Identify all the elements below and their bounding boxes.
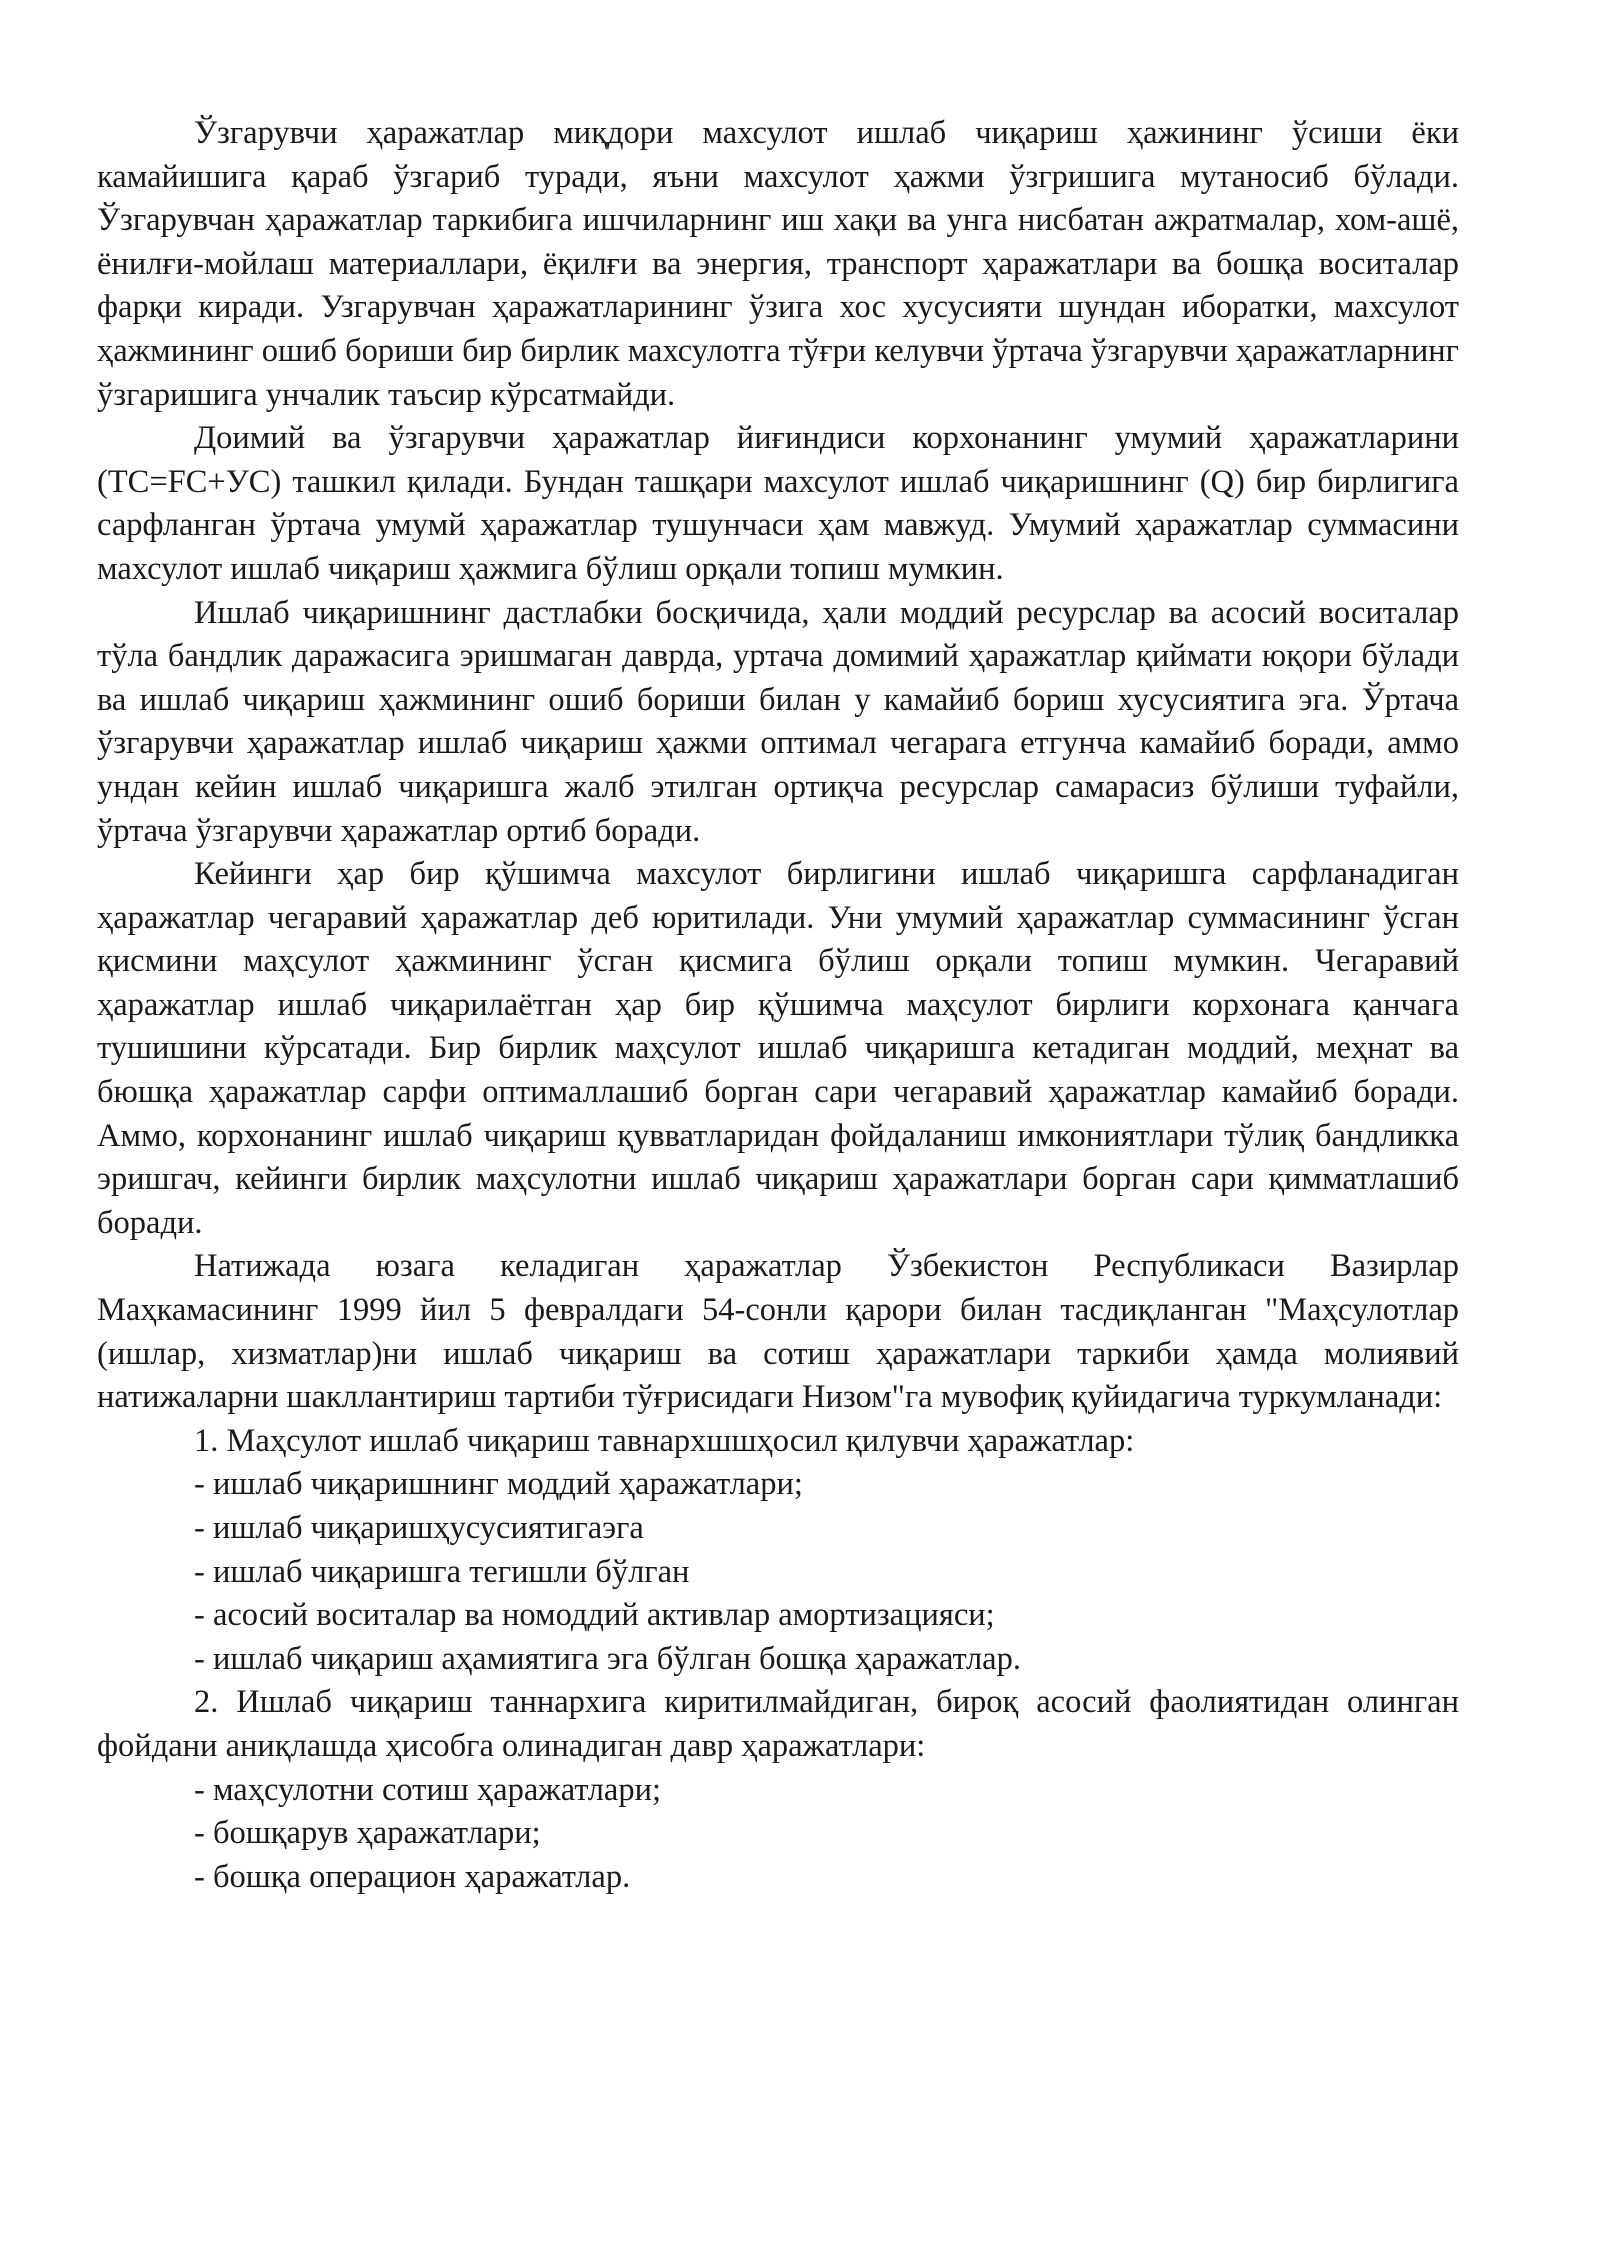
section-2-list bbox=[97, 1769, 1459, 1900]
list-item: - ишлаб чиқаришҳусусиятигаэга bbox=[194, 1510, 644, 1546]
paragraph-variable-costs: Ўзгарувчи ҳаражатлар миқдори махсулот ишлаб чиқариш ҳажининг ўсиши ёки камайишига қараб ўзгариб туради, яъни махсулот ҳажми ўзгришига мутаносиб бўлади. Ўзгарувчан ҳаражатлар таркибига ишчиларнинг иш хақи ва унга нисбатан ажратмалар, хом-ашё, ёнилғи-мойлаш материаллари, ёқилғи ва энергия, транспорт ҳаражатлари ва бошқа воситалар фарқи киради. Узгарувчан ҳаражатларининг ўзига хос хусусияти шундан иборатки, махсулот ҳажмининг ошиб бориши бир бирлик махсулотга тўғри келувчи ўртача ўзгарувчи ҳаражатларнинг ўзгаришига унчалик таъсир кўрсатмайди. bbox=[97, 115, 1459, 413]
list-item: - ишлаб чиқаришнинг моддий ҳаражатлари; bbox=[194, 1466, 803, 1503]
section-2-heading: 2. Ишлаб чиқариш таннархига киритилмайдиган, бироқ асосий фаолиятидан олинган фойдани аниқлашда ҳисобга олинадиган давр ҳаражатлари: bbox=[97, 1684, 1459, 1764]
paragraph-marginal-costs: Кейинги ҳар бир қўшимча махсулот бирлигини ишлаб чиқаришга сарфланадиган ҳаражатлар чегаравий ҳаражатлар деб юритилади. Уни умумий ҳаражатлар суммасининг ўсган қисмини маҳсулот ҳажмининг ўсган қисмига бўлиш орқали топиш мумкин. Чегаравий ҳаражатлар ишлаб чиқарилаётган ҳар бир қўшимча маҳсулот бирлиги корхонага қанчага тушишини кўрсатади. Бир бирлик маҳсулот ишлаб чиқаришга кетадиган моддий, меҳнат ва бюшқа ҳаражатлар сарфи оптималлашиб борган сари чегаравий ҳаражатлар камайиб боради. Аммо, корхонанинг ишлаб чиқариш қувватларидан фойдаланиш имкониятлари тўлиқ бандликка эришгач, кейинги бирлик маҳсулотни ишлаб чиқариш ҳаражатлари борган сари қимматлашиб боради. bbox=[97, 856, 1459, 1241]
list-item: - маҳсулотни сотиш ҳаражатлари; bbox=[194, 1771, 662, 1808]
paragraph-total-costs: Доимий ва ўзгарувчи ҳаражатлар йиғиндиси корхонанинг умумий ҳаражатларини (TC=FC+УС) ташкил қилади. Бундан ташқари махсулот ишлаб чиқаришнинг (Q) бир бирлигига сарфланган ўртача умумй ҳаражатлар тушунчаси ҳам мавжуд. Умумий ҳаражатлар суммасини махсулот ишлаб чиқариш ҳажмига бўлиш орқали топиш мумкин. bbox=[97, 420, 1459, 587]
list-item: - бошқа операцион ҳаражатлар. bbox=[194, 1858, 631, 1895]
list-item: - ишлаб чиқариш аҳамиятига эга бўлган бошқа ҳаражатлар. bbox=[194, 1640, 1021, 1677]
list-item: - ишлаб чиқаришга тегишли бўлган bbox=[194, 1553, 690, 1590]
list-item: - бошқарув ҳаражатлари; bbox=[194, 1815, 541, 1852]
section-1-list bbox=[97, 1463, 1459, 1681]
paragraph-average-costs: Ишлаб чиқаришнинг дастлабки босқичида, ҳали моддий ресурслар ва асосий воситалар тўла бандлик даражасига эришмаган даврда, уртача домимий ҳаражатлар қиймати юқори бўлади ва ишлаб чиқариш ҳажмининг ошиб бориши билан у камайиб бориш хусусиятига эга. Ўртача ўзгарувчи ҳаражатлар ишлаб чиқариш ҳажми оптимал чегарага етгунча камайиб боради, аммо ундан кейин ишлаб чиқаришга жалб этилган ортиқча ресурслар самарасиз бўлиши туфайли, ўртача ўзгарувчи ҳаражатлар ортиб боради. bbox=[97, 594, 1459, 849]
document-page bbox=[97, 112, 1459, 1899]
paragraph-classification: Натижада юзага келадиган ҳаражатлар Ўзбекистон Республикаси Вазирлар Маҳкамасининг 1999 йил 5 февралдаги 54-сонли қарори билан тасдиқланган "Маҳсулотлар (ишлар, хизматлар)ни ишлаб чиқариш ва сотиш ҳаражатлари таркиби ҳамда молиявий натижаларни шакллантириш тартиби тўғрисидаги Низом"га мувофиқ қуйидагича туркумланади: bbox=[97, 1248, 1459, 1416]
section-1-heading: 1. Маҳсулот ишлаб чиқариш тавнархшшҳосил қилувчи ҳаражатлар: bbox=[194, 1422, 1135, 1459]
list-item: - асосий воситалар ва номоддий активлар амортизацияси; bbox=[194, 1597, 995, 1634]
